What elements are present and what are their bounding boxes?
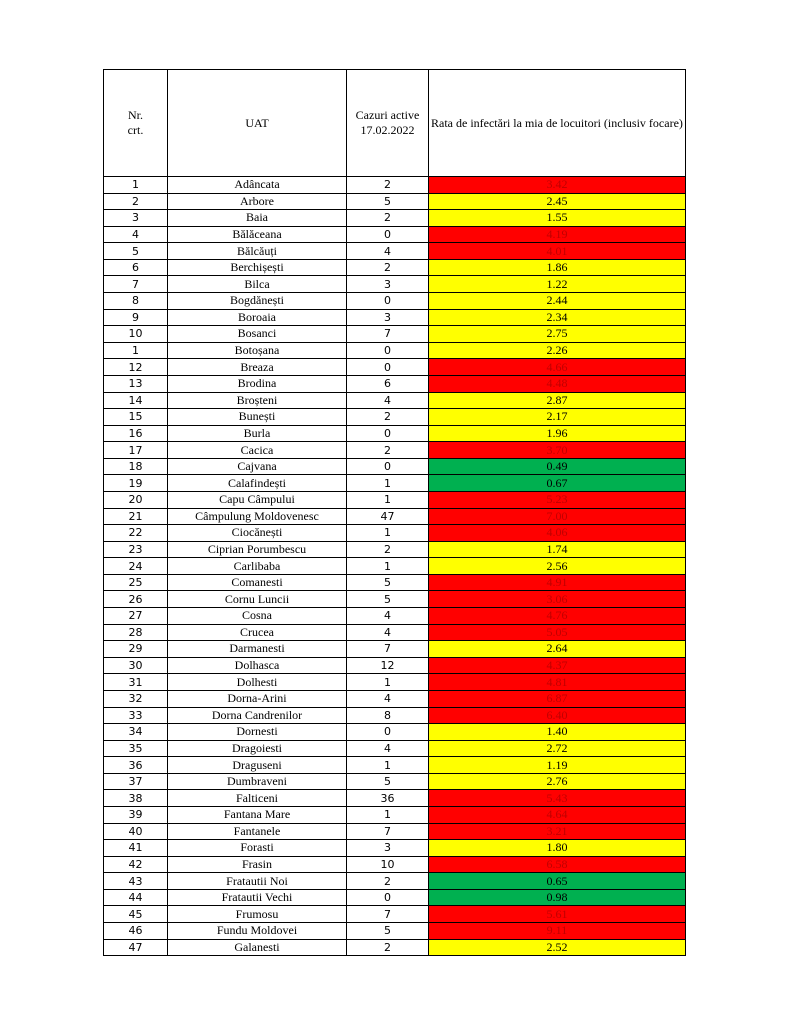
uat-name-cell: Botoșana xyxy=(168,342,347,359)
infection-rate-cell: 1.55 xyxy=(429,210,686,227)
row-number-cell: 12 xyxy=(104,359,168,376)
row-number-cell: 24 xyxy=(104,558,168,575)
uat-name-cell: Dorna-Arini xyxy=(168,690,347,707)
infection-rate-cell: 2.87 xyxy=(429,392,686,409)
infection-rate-cell: 5.43 xyxy=(429,790,686,807)
active-cases-cell: 4 xyxy=(347,608,429,625)
row-number-cell: 16 xyxy=(104,425,168,442)
table-row xyxy=(104,458,686,475)
table-row xyxy=(104,309,686,326)
infection-rate-cell: 0.98 xyxy=(429,889,686,906)
uat-name-cell: Bunești xyxy=(168,409,347,426)
uat-name-cell: Burla xyxy=(168,425,347,442)
row-number-cell: 36 xyxy=(104,757,168,774)
uat-name-cell: Dolhasca xyxy=(168,657,347,674)
active-cases-cell: 4 xyxy=(347,690,429,707)
uat-name-cell: Comanesti xyxy=(168,574,347,591)
infection-rate-cell: 2.76 xyxy=(429,773,686,790)
uat-name-cell: Dornesti xyxy=(168,724,347,741)
table-row xyxy=(104,508,686,525)
infection-rate-cell: 4.06 xyxy=(429,525,686,542)
table-row xyxy=(104,392,686,409)
uat-name-cell: Dragoiesti xyxy=(168,740,347,757)
active-cases-cell: 3 xyxy=(347,840,429,857)
uat-name-cell: Boroaia xyxy=(168,309,347,326)
row-number-cell: 41 xyxy=(104,840,168,857)
table-row xyxy=(104,177,686,194)
infection-rate-cell: 3.06 xyxy=(429,591,686,608)
active-cases-cell: 1 xyxy=(347,558,429,575)
active-cases-cell: 5 xyxy=(347,923,429,940)
infection-rate-cell: 5.61 xyxy=(429,906,686,923)
infection-rate-cell: 2.26 xyxy=(429,342,686,359)
uat-name-cell: Baia xyxy=(168,210,347,227)
uat-name-cell: Bălcăuți xyxy=(168,243,347,260)
row-number-cell: 18 xyxy=(104,458,168,475)
uat-name-cell: Fantana Mare xyxy=(168,806,347,823)
header-rate xyxy=(429,70,686,177)
row-number-cell: 40 xyxy=(104,823,168,840)
infection-rate-cell: 2.72 xyxy=(429,740,686,757)
table-row xyxy=(104,226,686,243)
table-header-row xyxy=(104,70,686,177)
infection-rate-cell: 4.37 xyxy=(429,657,686,674)
infection-rate-cell: 4.19 xyxy=(429,226,686,243)
uat-name-cell: Brodina xyxy=(168,375,347,392)
active-cases-cell: 47 xyxy=(347,508,429,525)
header-rate-label: Rata de infectări la mia de locuitori (inclusiv focare) xyxy=(431,115,683,130)
uat-name-cell: Dorna Candrenilor xyxy=(168,707,347,724)
table-row xyxy=(104,541,686,558)
active-cases-cell: 2 xyxy=(347,259,429,276)
row-number-cell: 3 xyxy=(104,210,168,227)
row-number-cell: 34 xyxy=(104,724,168,741)
row-number-cell: 33 xyxy=(104,707,168,724)
uat-name-cell: Adâncata xyxy=(168,177,347,194)
table-row xyxy=(104,326,686,343)
infection-rate-cell: 4.81 xyxy=(429,674,686,691)
uat-name-cell: Cacica xyxy=(168,442,347,459)
row-number-cell: 45 xyxy=(104,906,168,923)
uat-name-cell: Fratautii Vechi xyxy=(168,889,347,906)
table-row xyxy=(104,724,686,741)
uat-name-cell: Ciprian Porumbescu xyxy=(168,541,347,558)
infection-rate-cell: 3.42 xyxy=(429,177,686,194)
row-number-cell: 9 xyxy=(104,309,168,326)
uat-name-cell: Broșteni xyxy=(168,392,347,409)
row-number-cell: 31 xyxy=(104,674,168,691)
table-row xyxy=(104,840,686,857)
table-row xyxy=(104,193,686,210)
table-row xyxy=(104,259,686,276)
infection-rate-cell: 4.48 xyxy=(429,375,686,392)
table-row xyxy=(104,806,686,823)
active-cases-cell: 1 xyxy=(347,525,429,542)
active-cases-cell: 7 xyxy=(347,641,429,658)
uat-name-cell: Ciocănești xyxy=(168,525,347,542)
active-cases-cell: 36 xyxy=(347,790,429,807)
uat-name-cell: Draguseni xyxy=(168,757,347,774)
uat-name-cell: Câmpulung Moldovenesc xyxy=(168,508,347,525)
table-row xyxy=(104,525,686,542)
active-cases-cell: 5 xyxy=(347,193,429,210)
uat-name-cell: Bilca xyxy=(168,276,347,293)
table-row xyxy=(104,873,686,890)
active-cases-cell: 1 xyxy=(347,491,429,508)
active-cases-cell: 1 xyxy=(347,475,429,492)
uat-name-cell: Dumbraveni xyxy=(168,773,347,790)
uat-name-cell: Bosanci xyxy=(168,326,347,343)
infection-rate-cell: 4.66 xyxy=(429,359,686,376)
row-number-cell: 47 xyxy=(104,939,168,956)
table-row xyxy=(104,558,686,575)
active-cases-cell: 3 xyxy=(347,276,429,293)
active-cases-cell: 3 xyxy=(347,309,429,326)
row-number-cell: 38 xyxy=(104,790,168,807)
table-row xyxy=(104,409,686,426)
table-row xyxy=(104,906,686,923)
row-number-cell: 5 xyxy=(104,243,168,260)
uat-name-cell: Capu Câmpului xyxy=(168,491,347,508)
active-cases-cell: 7 xyxy=(347,326,429,343)
active-cases-cell: 1 xyxy=(347,806,429,823)
row-number-cell: 39 xyxy=(104,806,168,823)
infection-rate-cell: 5.05 xyxy=(429,624,686,641)
row-number-cell: 17 xyxy=(104,442,168,459)
infection-rate-cell: 4.91 xyxy=(429,574,686,591)
uat-name-cell: Falticeni xyxy=(168,790,347,807)
active-cases-cell: 2 xyxy=(347,409,429,426)
row-number-cell: 26 xyxy=(104,591,168,608)
infection-rate-cell: 1.40 xyxy=(429,724,686,741)
table-row xyxy=(104,641,686,658)
infection-rate-cell: 0.49 xyxy=(429,458,686,475)
active-cases-cell: 2 xyxy=(347,177,429,194)
infection-rate-cell: 3.21 xyxy=(429,823,686,840)
table-row xyxy=(104,574,686,591)
row-number-cell: 6 xyxy=(104,259,168,276)
active-cases-cell: 0 xyxy=(347,226,429,243)
table-row xyxy=(104,856,686,873)
row-number-cell: 13 xyxy=(104,375,168,392)
row-number-cell: 23 xyxy=(104,541,168,558)
active-cases-cell: 6 xyxy=(347,375,429,392)
row-number-cell: 25 xyxy=(104,574,168,591)
table-row xyxy=(104,757,686,774)
infection-rate-cell: 4.76 xyxy=(429,608,686,625)
row-number-cell: 15 xyxy=(104,409,168,426)
infection-rate-table xyxy=(103,69,686,956)
infection-rate-cell: 2.44 xyxy=(429,293,686,310)
row-number-cell: 46 xyxy=(104,923,168,940)
row-number-cell: 1 xyxy=(104,177,168,194)
active-cases-cell: 0 xyxy=(347,458,429,475)
row-number-cell: 1 xyxy=(104,342,168,359)
row-number-cell: 22 xyxy=(104,525,168,542)
uat-name-cell: Bogdănești xyxy=(168,293,347,310)
table-row xyxy=(104,773,686,790)
uat-name-cell: Berchișești xyxy=(168,259,347,276)
table-row xyxy=(104,442,686,459)
infection-rate-cell: 0.65 xyxy=(429,873,686,890)
row-number-cell: 8 xyxy=(104,293,168,310)
row-number-cell: 27 xyxy=(104,608,168,625)
infection-rate-cell: 9.11 xyxy=(429,923,686,940)
row-number-cell: 44 xyxy=(104,889,168,906)
uat-name-cell: Frumosu xyxy=(168,906,347,923)
table-row xyxy=(104,243,686,260)
row-number-cell: 30 xyxy=(104,657,168,674)
uat-name-cell: Calafindești xyxy=(168,475,347,492)
active-cases-cell: 2 xyxy=(347,210,429,227)
row-number-cell: 7 xyxy=(104,276,168,293)
uat-name-cell: Frasin xyxy=(168,856,347,873)
header-uat-label: UAT xyxy=(245,115,269,130)
active-cases-cell: 0 xyxy=(347,359,429,376)
infection-rate-cell: 2.17 xyxy=(429,409,686,426)
table-row xyxy=(104,823,686,840)
table-row xyxy=(104,690,686,707)
active-cases-cell: 1 xyxy=(347,674,429,691)
row-number-cell: 43 xyxy=(104,873,168,890)
infection-rate-cell: 1.19 xyxy=(429,757,686,774)
table-row xyxy=(104,707,686,724)
table-row xyxy=(104,359,686,376)
row-number-cell: 37 xyxy=(104,773,168,790)
uat-name-cell: Crucea xyxy=(168,624,347,641)
active-cases-cell: 8 xyxy=(347,707,429,724)
row-number-cell: 28 xyxy=(104,624,168,641)
uat-name-cell: Darmanesti xyxy=(168,641,347,658)
table-row xyxy=(104,293,686,310)
infection-rate-cell: 1.96 xyxy=(429,425,686,442)
active-cases-cell: 2 xyxy=(347,541,429,558)
table-row xyxy=(104,674,686,691)
active-cases-cell: 2 xyxy=(347,442,429,459)
uat-name-cell: Dolhesti xyxy=(168,674,347,691)
active-cases-cell: 5 xyxy=(347,574,429,591)
active-cases-cell: 0 xyxy=(347,889,429,906)
table-row xyxy=(104,657,686,674)
uat-name-cell: Bălăceana xyxy=(168,226,347,243)
table-row xyxy=(104,889,686,906)
uat-name-cell: Cosna xyxy=(168,608,347,625)
active-cases-cell: 0 xyxy=(347,724,429,741)
active-cases-cell: 0 xyxy=(347,293,429,310)
row-number-cell: 2 xyxy=(104,193,168,210)
row-number-cell: 29 xyxy=(104,641,168,658)
row-number-cell: 42 xyxy=(104,856,168,873)
table-row xyxy=(104,608,686,625)
uat-name-cell: Fratautii Noi xyxy=(168,873,347,890)
infection-rate-cell: 1.22 xyxy=(429,276,686,293)
table-row xyxy=(104,210,686,227)
row-number-cell: 35 xyxy=(104,740,168,757)
active-cases-cell: 1 xyxy=(347,757,429,774)
active-cases-cell: 7 xyxy=(347,906,429,923)
row-number-cell: 19 xyxy=(104,475,168,492)
table-row xyxy=(104,591,686,608)
infection-rate-cell: 4.01 xyxy=(429,243,686,260)
infection-rate-cell: 2.56 xyxy=(429,558,686,575)
table-row xyxy=(104,475,686,492)
table-row xyxy=(104,740,686,757)
row-number-cell: 4 xyxy=(104,226,168,243)
active-cases-cell: 10 xyxy=(347,856,429,873)
infection-rate-cell: 5.23 xyxy=(429,491,686,508)
infection-rate-cell: 4.64 xyxy=(429,806,686,823)
active-cases-cell: 2 xyxy=(347,873,429,890)
infection-rate-cell: 7.00 xyxy=(429,508,686,525)
table-row xyxy=(104,375,686,392)
active-cases-cell: 4 xyxy=(347,392,429,409)
row-number-cell: 32 xyxy=(104,690,168,707)
active-cases-cell: 7 xyxy=(347,823,429,840)
table-row xyxy=(104,790,686,807)
infection-rate-cell: 2.52 xyxy=(429,939,686,956)
active-cases-cell: 0 xyxy=(347,425,429,442)
row-number-cell: 10 xyxy=(104,326,168,343)
uat-name-cell: Carlibaba xyxy=(168,558,347,575)
row-number-cell: 21 xyxy=(104,508,168,525)
active-cases-cell: 5 xyxy=(347,591,429,608)
row-number-cell: 14 xyxy=(104,392,168,409)
infection-rate-cell: 1.86 xyxy=(429,259,686,276)
header-uat xyxy=(168,70,347,177)
uat-name-cell: Fantanele xyxy=(168,823,347,840)
active-cases-cell: 12 xyxy=(347,657,429,674)
active-cases-cell: 5 xyxy=(347,773,429,790)
uat-name-cell: Arbore xyxy=(168,193,347,210)
table-row xyxy=(104,923,686,940)
uat-name-cell: Cajvana xyxy=(168,458,347,475)
header-cases xyxy=(347,70,429,177)
infection-rate-cell: 6.40 xyxy=(429,707,686,724)
infection-rate-cell: 2.45 xyxy=(429,193,686,210)
uat-name-cell: Forasti xyxy=(168,840,347,857)
infection-rate-cell: 2.34 xyxy=(429,309,686,326)
uat-name-cell: Breaza xyxy=(168,359,347,376)
infection-rate-cell: 2.75 xyxy=(429,326,686,343)
infection-rate-cell: 1.74 xyxy=(429,541,686,558)
infection-rate-cell: 2.64 xyxy=(429,641,686,658)
active-cases-cell: 4 xyxy=(347,243,429,260)
row-number-cell: 20 xyxy=(104,491,168,508)
table-row xyxy=(104,624,686,641)
uat-name-cell: Galanesti xyxy=(168,939,347,956)
infection-rate-cell: 3.70 xyxy=(429,442,686,459)
infection-rate-cell: 1.80 xyxy=(429,840,686,857)
header-nr xyxy=(104,70,168,177)
header-nr-label: Nr. crt. xyxy=(127,108,144,137)
uat-name-cell: Fundu Moldovei xyxy=(168,923,347,940)
header-cases-label: Cazuri active 17.02.2022 xyxy=(355,108,420,137)
table-row xyxy=(104,491,686,508)
table-row xyxy=(104,425,686,442)
active-cases-cell: 2 xyxy=(347,939,429,956)
table-row xyxy=(104,276,686,293)
active-cases-cell: 4 xyxy=(347,624,429,641)
infection-rate-cell: 0.67 xyxy=(429,475,686,492)
active-cases-cell: 0 xyxy=(347,342,429,359)
infection-rate-cell: 6.58 xyxy=(429,856,686,873)
infection-rate-cell: 6.87 xyxy=(429,690,686,707)
table-row xyxy=(104,939,686,956)
active-cases-cell: 4 xyxy=(347,740,429,757)
table-row xyxy=(104,342,686,359)
uat-name-cell: Cornu Luncii xyxy=(168,591,347,608)
